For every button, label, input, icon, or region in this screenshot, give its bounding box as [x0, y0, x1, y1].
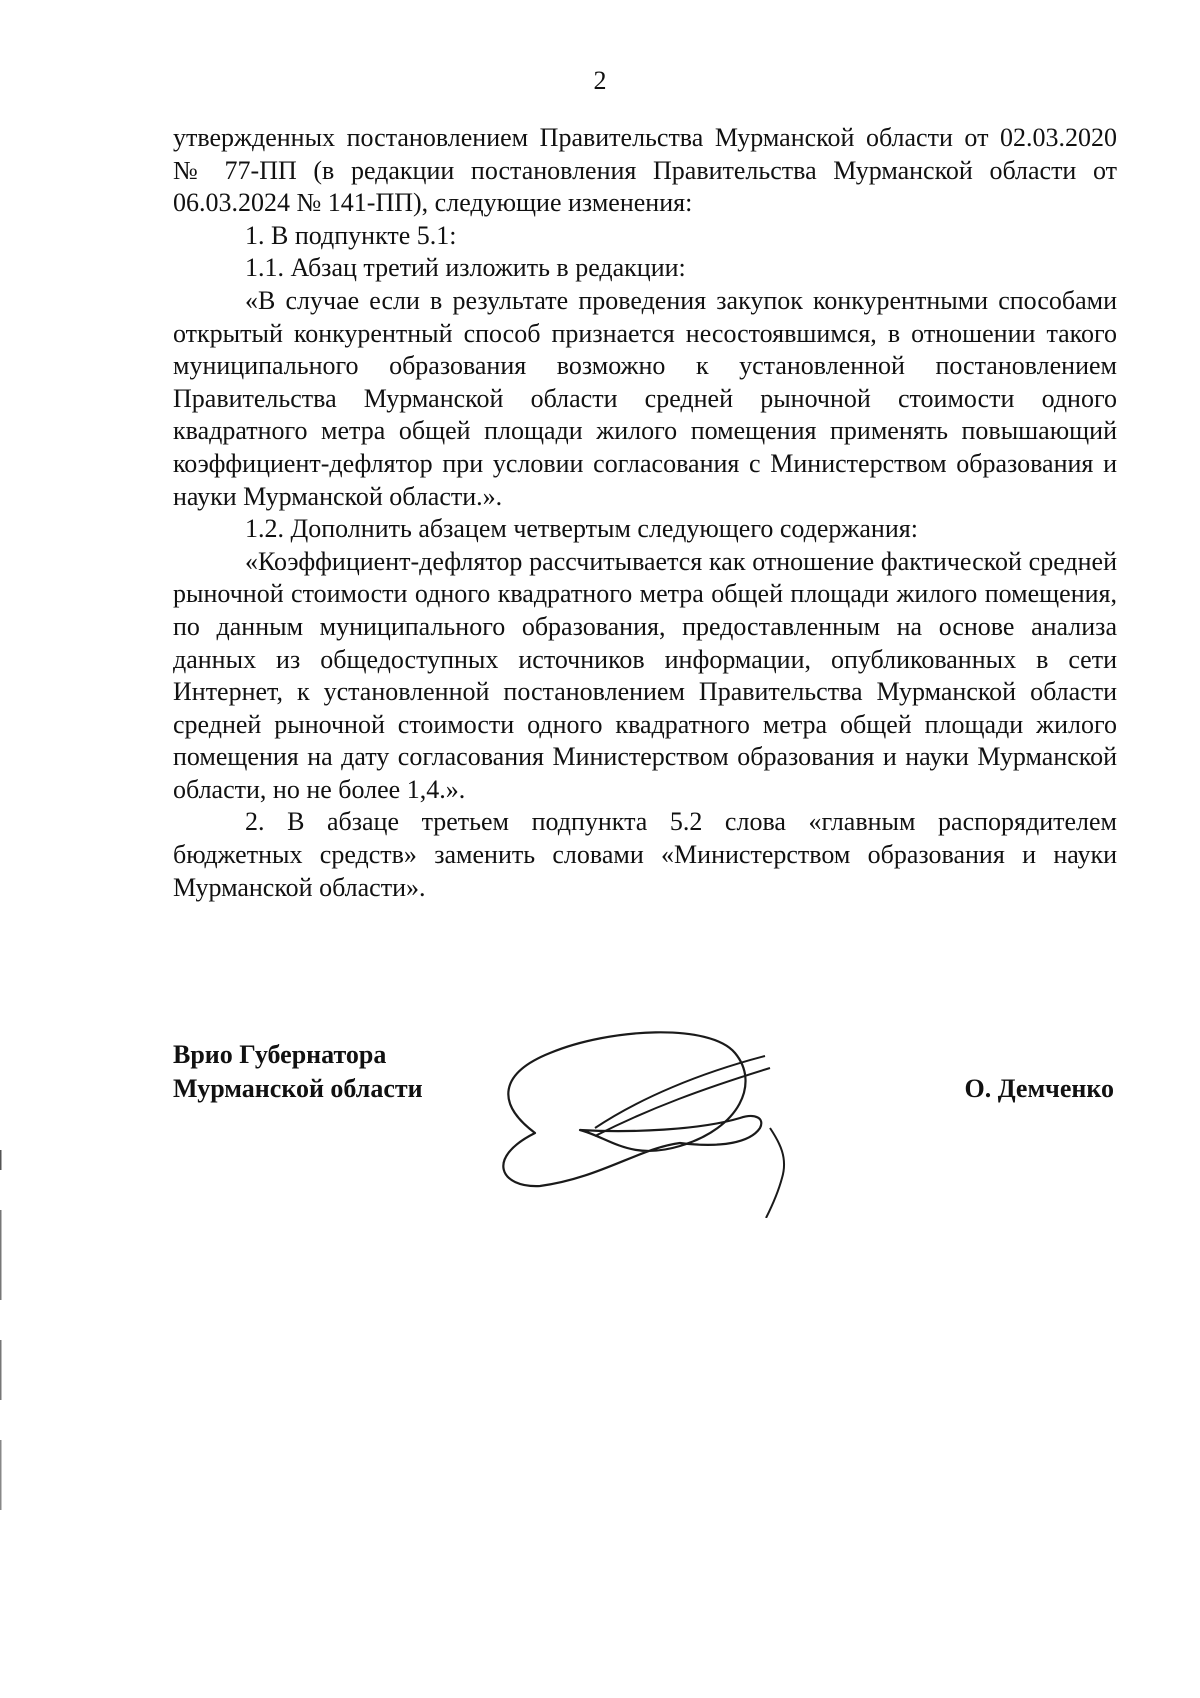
margin-mark-3	[0, 1340, 2, 1400]
signatory-name: О. Демченко	[964, 1074, 1114, 1103]
margin-mark-4	[0, 1440, 2, 1510]
paragraph-intro: утвержденных постановлением Правительства Мурманской области от 02.03.2020 № 77-ПП (в редакции постановления Правительства Мурманской области от 06.03.2024 № 141-ПП), следующие изменения:	[173, 123, 1117, 218]
page-number: 2	[593, 66, 607, 95]
signatory-title-line2: Мурманской области	[173, 1074, 423, 1103]
paragraph-item-2: 2. В абзаце третьем подпункта 5.2 слова «главным распорядителем бюджетных средств» заменить словами «Министерством образования и науки Мурманской области».	[173, 807, 1117, 902]
margin-mark-2	[0, 1210, 2, 1300]
signature-stroke-2	[595, 1068, 770, 1136]
signatory-title	[173, 1038, 423, 1106]
paragraph-item-1-2: 1.2. Дополнить абзацем четвертым следующего содержания:	[245, 514, 918, 544]
paragraph-quote-2: «Коэффициент-дефлятор рассчитывается как отношение фактической средней рыночной стоимости одного квадратного метра общей площади жилого помещения, по данным муниципального образования, предоставленным на основе анализа данных из общедоступных источников информации, опубликованных в сети Интернет, к установленной постановлением Правительства Мурманской области средней рыночной стоимости одного квадратного метра общей площади жилого помещения на дату согласования Министерством образования и науки Мурманской области, но не более 1,4.».	[173, 546, 1117, 804]
document-body	[173, 122, 1117, 904]
paragraph-item-1-1: 1.1. Абзац третий изложить в редакции:	[245, 253, 686, 283]
paragraph-item-1: 1. В подпункте 5.1:	[245, 220, 457, 250]
signature-loop	[503, 1032, 761, 1186]
signature-tail	[766, 1128, 784, 1218]
scan-margin-marks	[0, 1150, 4, 1550]
paragraph-quote-1: «В случае если в результате проведения закупок конкурентными способами открытый конкурентный способ признается несостоявшимся, в отношении такого муниципального образования возможно к установленной постановлением Правительства Мурманской области средней рыночной стоимости одного квадратного метра общей площади жилого помещения применять повышающий коэффициент-дефлятор при условии согласования с Министерством образования и науки Мурманской области.».	[173, 285, 1117, 511]
signatory-title-line1: Врио Губернатора	[173, 1040, 387, 1069]
handwritten-signature	[480, 1018, 860, 1218]
margin-mark-1	[0, 1150, 2, 1170]
